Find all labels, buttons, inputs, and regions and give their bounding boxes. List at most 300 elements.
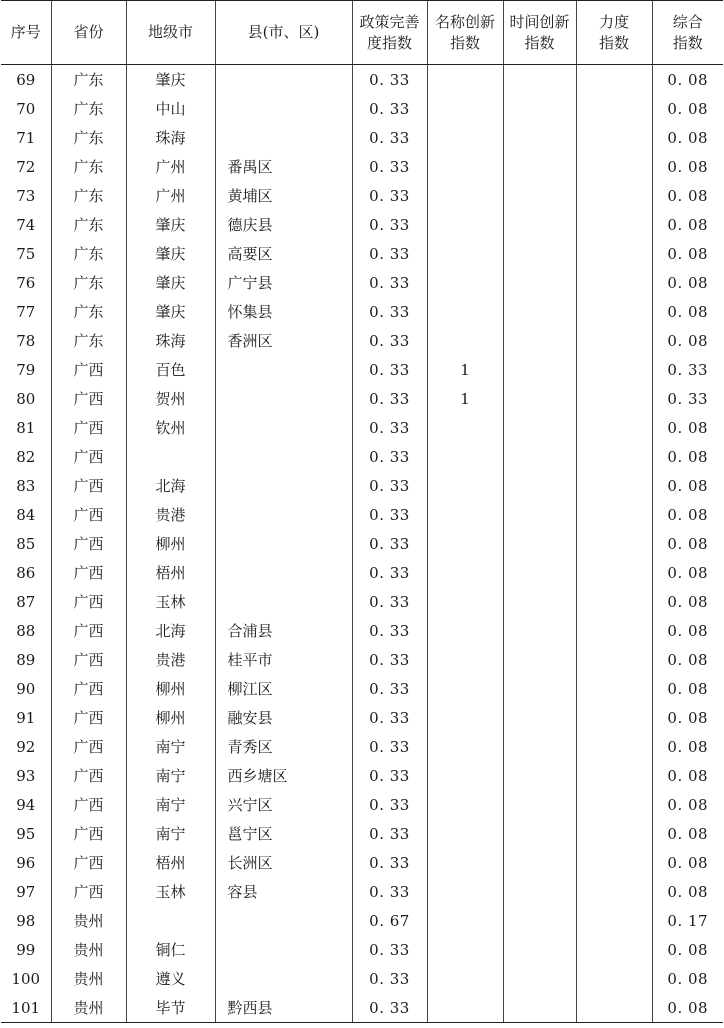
province-cell: 广西 [51,761,126,790]
time-innovation-cell [503,65,576,95]
strength-index-cell [576,790,652,819]
county-cell: 容县 [215,877,352,906]
province-cell: 广东 [51,268,126,297]
policy-index-cell: 0. 33 [352,761,427,790]
policy-index-cell: 0. 33 [352,587,427,616]
name-innovation-cell [427,442,503,471]
table-row [1,94,723,123]
city-cell: 南宁 [126,819,215,848]
table-row [1,152,723,181]
composite-index-cell: 0. 08 [652,732,723,761]
city-cell: 梧州 [126,558,215,587]
county-cell: 香洲区 [215,326,352,355]
city-cell: 贵港 [126,500,215,529]
composite-index-cell: 0. 08 [652,848,723,877]
strength-index-cell [576,210,652,239]
policy-index-cell: 0. 33 [352,210,427,239]
header-composite-index: 综合 指数 [652,1,723,65]
county-cell [215,94,352,123]
province-cell: 广东 [51,152,126,181]
composite-index-cell: 0. 08 [652,935,723,964]
composite-index-cell: 0. 08 [652,123,723,152]
county-cell [215,906,352,935]
city-cell: 肇庆 [126,65,215,95]
city-cell: 玉林 [126,877,215,906]
header-strength-index: 力度 指数 [576,1,652,65]
city-cell: 肇庆 [126,239,215,268]
province-cell: 广西 [51,819,126,848]
policy-index-cell: 0. 33 [352,500,427,529]
time-innovation-cell [503,674,576,703]
city-cell [126,906,215,935]
time-innovation-cell [503,616,576,645]
serial-cell: 89 [16,650,36,669]
strength-index-cell [576,964,652,993]
policy-index-cell: 0. 33 [352,964,427,993]
composite-index-cell: 0. 08 [652,819,723,848]
city-cell [126,442,215,471]
name-innovation-cell [427,326,503,355]
strength-index-cell [576,819,652,848]
city-cell: 梧州 [126,848,215,877]
time-innovation-cell [503,210,576,239]
serial-cell: 72 [16,157,36,176]
name-innovation-cell [427,297,503,326]
composite-index-cell: 0. 17 [652,906,723,935]
serial-cell: 69 [16,70,36,89]
time-innovation-cell [503,384,576,413]
city-cell: 贵港 [126,645,215,674]
time-innovation-cell [503,732,576,761]
composite-index-cell: 0. 33 [652,355,723,384]
time-innovation-cell [503,239,576,268]
province-cell: 广西 [51,616,126,645]
serial-cell: 101 [1,993,51,1023]
policy-index-cell: 0. 33 [352,935,427,964]
table-row [1,65,723,95]
city-cell: 北海 [126,616,215,645]
policy-index-cell: 0. 33 [352,703,427,732]
time-innovation-cell [503,123,576,152]
county-cell [215,558,352,587]
strength-index-cell [576,587,652,616]
county-cell: 融安县 [215,703,352,732]
table-row [1,471,723,500]
table-row [1,993,723,1023]
composite-index-cell: 0. 08 [652,152,723,181]
name-innovation-cell [427,790,503,819]
strength-index-cell [576,993,652,1023]
table-header-row [1,1,723,65]
strength-index-cell [576,355,652,384]
strength-index-cell [576,848,652,877]
province-cell: 广西 [51,529,126,558]
county-cell [215,587,352,616]
county-cell: 怀集县 [215,297,352,326]
time-innovation-cell [503,442,576,471]
province-cell: 广西 [51,413,126,442]
province-cell: 广西 [51,558,126,587]
policy-index-cell: 0. 33 [352,442,427,471]
time-innovation-cell [503,181,576,210]
composite-index-cell: 0. 08 [652,587,723,616]
strength-index-cell [576,935,652,964]
name-innovation-cell [427,587,503,616]
county-cell [215,355,352,384]
index-table [1,0,723,1023]
strength-index-cell [576,65,652,95]
strength-index-cell [576,616,652,645]
county-cell: 青秀区 [215,732,352,761]
time-innovation-cell [503,906,576,935]
serial-cell: 71 [16,128,36,147]
strength-index-cell [576,877,652,906]
composite-index-cell: 0. 33 [652,384,723,413]
composite-index-cell: 0. 08 [652,761,723,790]
province-cell: 贵州 [51,906,126,935]
strength-index-cell [576,471,652,500]
province-cell: 广西 [51,384,126,413]
name-innovation-cell [427,732,503,761]
strength-index-cell [576,703,652,732]
serial-cell: 75 [16,244,36,263]
province-cell: 贵州 [51,964,126,993]
time-innovation-cell [503,935,576,964]
strength-index-cell [576,384,652,413]
strength-index-cell [576,181,652,210]
strength-index-cell [576,123,652,152]
time-innovation-cell [503,500,576,529]
time-innovation-cell [503,413,576,442]
name-innovation-cell [427,761,503,790]
policy-index-cell: 0. 33 [352,790,427,819]
province-cell: 广西 [51,500,126,529]
policy-index-cell: 0. 33 [352,355,427,384]
composite-index-cell: 0. 08 [652,964,723,993]
serial-cell: 86 [16,563,36,582]
county-cell: 德庆县 [215,210,352,239]
composite-index-cell: 0. 08 [652,442,723,471]
city-cell: 柳州 [126,674,215,703]
time-innovation-cell [503,471,576,500]
serial-cell: 80 [16,389,36,408]
county-cell [215,471,352,500]
table-row [1,123,723,152]
serial-cell: 78 [16,331,36,350]
serial-cell: 90 [16,679,36,698]
time-innovation-cell [503,94,576,123]
county-cell [215,935,352,964]
table-row [1,500,723,529]
city-cell: 北海 [126,471,215,500]
strength-index-cell [576,500,652,529]
city-cell: 铜仁 [126,935,215,964]
name-innovation-cell [427,413,503,442]
table-row [1,239,723,268]
name-innovation-cell [427,529,503,558]
city-cell: 玉林 [126,587,215,616]
county-cell: 黔西县 [215,993,352,1023]
name-innovation-cell [427,616,503,645]
strength-index-cell [576,645,652,674]
time-innovation-cell [503,761,576,790]
composite-index-cell: 0. 08 [652,210,723,239]
city-cell: 肇庆 [126,210,215,239]
city-cell: 遵义 [126,964,215,993]
serial-cell: 74 [16,215,36,234]
header-county: 县(市、区) [215,1,352,65]
name-innovation-cell [427,993,503,1023]
name-innovation-cell [427,935,503,964]
table-row [1,877,723,906]
composite-index-cell: 0. 08 [652,616,723,645]
name-innovation-cell [427,645,503,674]
name-innovation-cell: 1 [427,355,503,384]
province-cell: 广东 [51,181,126,210]
serial-cell: 92 [16,737,36,756]
province-cell: 广东 [51,297,126,326]
city-cell: 珠海 [126,123,215,152]
time-innovation-cell [503,558,576,587]
policy-index-cell: 0. 33 [352,297,427,326]
county-cell [215,123,352,152]
table-row [1,703,723,732]
strength-index-cell [576,761,652,790]
time-innovation-cell [503,703,576,732]
table-row [1,964,723,993]
time-innovation-cell [503,993,576,1023]
policy-index-cell: 0. 33 [352,877,427,906]
table-row [1,616,723,645]
serial-cell: 73 [16,186,36,205]
policy-index-cell: 0. 33 [352,123,427,152]
policy-index-cell: 0. 33 [352,645,427,674]
table-row [1,819,723,848]
province-cell: 广西 [51,645,126,674]
county-cell: 邕宁区 [215,819,352,848]
province-cell: 广西 [51,877,126,906]
strength-index-cell [576,239,652,268]
policy-index-cell: 0. 33 [352,558,427,587]
serial-cell: 91 [16,708,36,727]
county-cell: 长洲区 [215,848,352,877]
city-cell: 贺州 [126,384,215,413]
name-innovation-cell [427,848,503,877]
header-prefecture-city: 地级市 [126,1,215,65]
time-innovation-cell [503,819,576,848]
name-innovation-cell [427,819,503,848]
serial-cell: 95 [16,824,36,843]
table-row [1,210,723,239]
city-cell: 中山 [126,94,215,123]
strength-index-cell [576,732,652,761]
county-cell: 高要区 [215,239,352,268]
serial-cell: 97 [16,882,36,901]
composite-index-cell: 0. 08 [652,993,723,1023]
strength-index-cell [576,529,652,558]
policy-index-cell: 0. 33 [352,181,427,210]
name-innovation-cell [427,268,503,297]
time-innovation-cell [503,645,576,674]
table-row [1,355,723,384]
serial-cell: 82 [16,447,36,466]
policy-index-cell: 0. 33 [352,239,427,268]
city-cell: 南宁 [126,732,215,761]
province-cell: 贵州 [51,935,126,964]
serial-cell: 94 [16,795,36,814]
name-innovation-cell [427,703,503,732]
strength-index-cell [576,326,652,355]
composite-index-cell: 0. 08 [652,645,723,674]
city-cell: 肇庆 [126,297,215,326]
serial-cell: 100 [11,969,41,988]
name-innovation-cell [427,877,503,906]
serial-cell: 88 [16,621,36,640]
county-cell: 西乡塘区 [215,761,352,790]
composite-index-cell: 0. 08 [652,500,723,529]
serial-cell: 99 [16,940,36,959]
time-innovation-cell [503,529,576,558]
policy-index-cell: 0. 33 [352,384,427,413]
city-cell: 钦州 [126,413,215,442]
serial-cell: 83 [16,476,36,495]
city-cell: 广州 [126,152,215,181]
policy-index-cell: 0. 67 [352,906,427,935]
serial-cell: 81 [16,418,36,437]
province-cell: 广西 [51,442,126,471]
composite-index-cell: 0. 08 [652,877,723,906]
name-innovation-cell: 1 [427,384,503,413]
county-cell: 兴宁区 [215,790,352,819]
table-row [1,181,723,210]
composite-index-cell: 0. 08 [652,558,723,587]
county-cell [215,964,352,993]
policy-index-cell: 0. 33 [352,413,427,442]
table-row [1,732,723,761]
name-innovation-cell [427,906,503,935]
table-row [1,848,723,877]
strength-index-cell [576,442,652,471]
time-innovation-cell [503,964,576,993]
policy-index-cell: 0. 33 [352,616,427,645]
time-innovation-cell [503,587,576,616]
serial-cell: 70 [16,99,36,118]
serial-cell: 93 [16,766,36,785]
province-cell: 广西 [51,790,126,819]
composite-index-cell: 0. 08 [652,529,723,558]
composite-index-cell: 0. 08 [652,703,723,732]
composite-index-cell: 0. 08 [652,790,723,819]
table-row [1,761,723,790]
name-innovation-cell [427,674,503,703]
header-province: 省份 [51,1,126,65]
table-row [1,326,723,355]
name-innovation-cell [427,558,503,587]
composite-index-cell: 0. 08 [652,268,723,297]
name-innovation-cell [427,500,503,529]
policy-index-cell: 0. 33 [352,268,427,297]
composite-index-cell: 0. 08 [652,94,723,123]
name-innovation-cell [427,471,503,500]
province-cell: 广东 [51,123,126,152]
city-cell: 柳州 [126,529,215,558]
time-innovation-cell [503,355,576,384]
strength-index-cell [576,413,652,442]
province-cell: 广西 [51,703,126,732]
policy-index-cell: 0. 33 [352,152,427,181]
name-innovation-cell [427,94,503,123]
county-cell: 黄埔区 [215,181,352,210]
policy-index-cell: 0. 33 [352,529,427,558]
province-cell: 广西 [51,587,126,616]
header-policy-completeness-index: 政策完善 度指数 [352,1,427,65]
policy-index-cell: 0. 33 [352,848,427,877]
strength-index-cell [576,268,652,297]
table-row [1,674,723,703]
city-cell: 肇庆 [126,268,215,297]
province-cell: 广东 [51,326,126,355]
time-innovation-cell [503,268,576,297]
city-cell: 珠海 [126,326,215,355]
county-cell: 合浦县 [215,616,352,645]
province-cell: 广东 [51,65,126,95]
strength-index-cell [576,152,652,181]
strength-index-cell [576,297,652,326]
county-cell [215,529,352,558]
policy-index-cell: 0. 33 [352,471,427,500]
name-innovation-cell [427,65,503,95]
province-cell: 广东 [51,94,126,123]
strength-index-cell [576,558,652,587]
policy-index-cell: 0. 33 [352,819,427,848]
name-innovation-cell [427,181,503,210]
province-cell: 广西 [51,732,126,761]
city-cell: 柳州 [126,703,215,732]
table-row [1,297,723,326]
table-row [1,906,723,935]
city-cell: 南宁 [126,790,215,819]
county-cell: 番禺区 [215,152,352,181]
serial-cell: 76 [16,273,36,292]
composite-index-cell: 0. 08 [652,65,723,95]
table-body [1,65,723,1023]
composite-index-cell: 0. 08 [652,239,723,268]
name-innovation-cell [427,964,503,993]
name-innovation-cell [427,123,503,152]
table-row [1,558,723,587]
county-cell: 桂平市 [215,645,352,674]
serial-cell: 84 [16,505,36,524]
policy-index-cell: 0. 33 [352,674,427,703]
header-serial: 序号 [1,1,51,65]
composite-index-cell: 0. 08 [652,413,723,442]
composite-index-cell: 0. 08 [652,674,723,703]
header-time-innovation-index: 时间创新 指数 [503,1,576,65]
name-innovation-cell [427,239,503,268]
serial-cell: 85 [16,534,36,553]
serial-cell: 96 [16,853,36,872]
province-cell: 贵州 [51,993,126,1023]
table-row [1,645,723,674]
composite-index-cell: 0. 08 [652,471,723,500]
province-cell: 广东 [51,210,126,239]
policy-index-cell: 0. 33 [352,326,427,355]
composite-index-cell: 0. 08 [652,181,723,210]
policy-index-cell: 0. 33 [352,732,427,761]
serial-cell: 79 [16,360,36,379]
table-row [1,268,723,297]
table-row [1,587,723,616]
